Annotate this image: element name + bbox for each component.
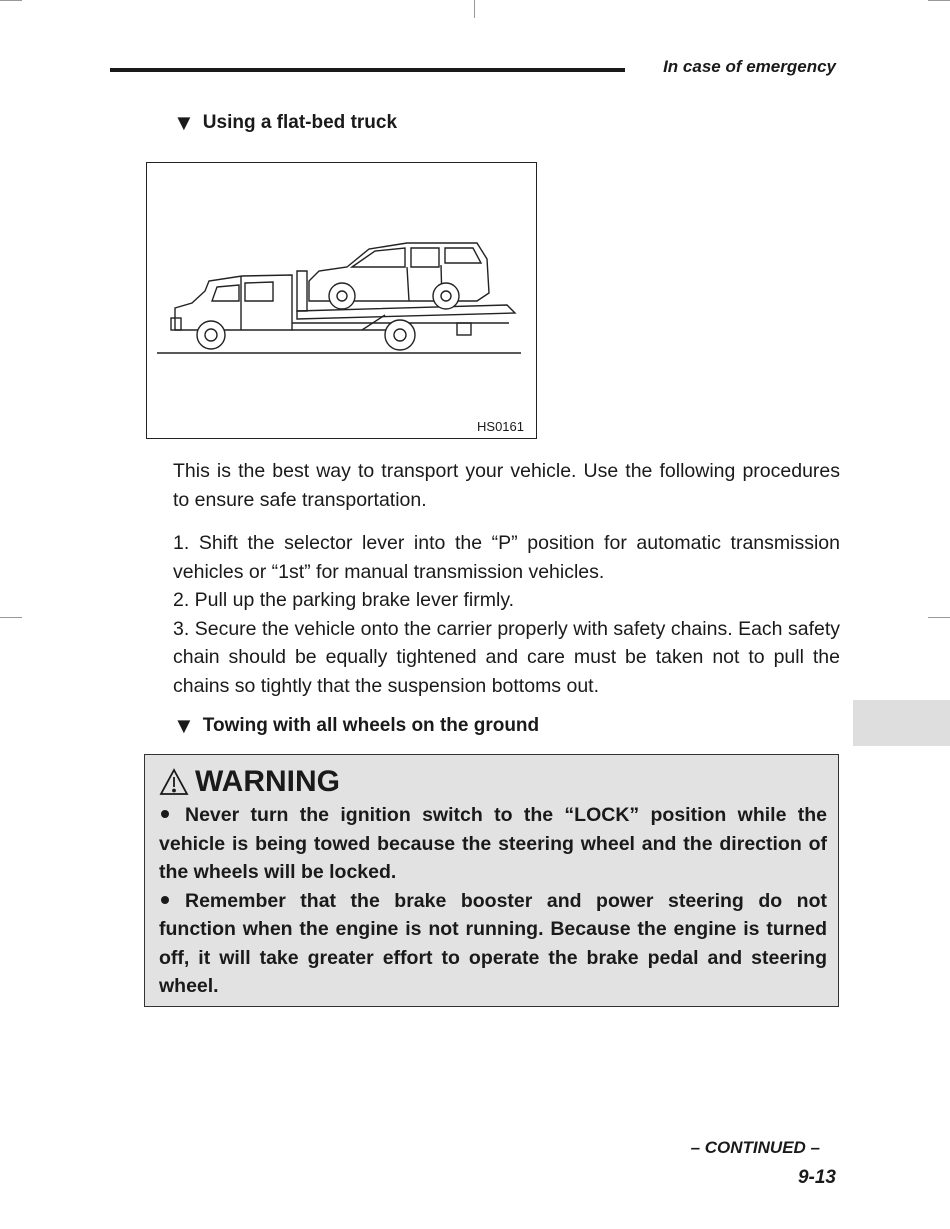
crop-mark-mid-right	[928, 617, 950, 618]
intro-text: This is the best way to transport your vehicle. Use the following procedures to ensure safe transportation.	[173, 460, 840, 511]
continued-label: – CONTINUED –	[690, 1138, 820, 1157]
step-2: 2. Pull up the parking brake lever firmly.	[173, 589, 515, 611]
bullet-icon	[161, 810, 169, 818]
triangle-down-icon: ▼	[173, 713, 195, 738]
intro-paragraph	[173, 457, 840, 514]
warning-title-label: WARNING	[195, 765, 340, 798]
section-heading-towing	[173, 715, 539, 737]
header-rule	[110, 68, 625, 72]
crop-mark-top-center	[474, 0, 475, 18]
warning-list	[159, 801, 827, 1001]
section-heading-flatbed	[173, 112, 397, 134]
warning-item-text: Remember that the brake booster and power steering do not function when the engine is not running. Because the engine is turned off, it will take greater effort to operate the brake pedal and steering wheel.	[159, 889, 827, 997]
warning-box	[144, 754, 839, 1007]
chapter-thumb-tab	[853, 700, 950, 746]
crop-mark-mid-left	[0, 617, 22, 618]
section-heading-towing-label: Towing with all wheels on the ground	[202, 715, 540, 736]
section-heading-flatbed-label: Using a flat-bed truck	[202, 112, 398, 133]
warning-triangle-icon	[159, 768, 189, 796]
warning-item	[159, 801, 827, 887]
warning-title	[159, 765, 340, 799]
warning-item	[159, 887, 827, 1001]
crop-mark-top-left	[0, 0, 22, 1]
bullet-icon	[161, 896, 169, 904]
step-1: 1. Shift the selector lever into the “P” position for automatic transmission vehicles or “1st” for manual transmission vehicles.	[173, 532, 840, 583]
crop-mark-top-right	[928, 0, 950, 1]
step-3: 3. Secure the vehicle onto the carrier properly with safety chains. Each safety chain should be equally tightened and care must be taken not to pull the chains so tightly that the suspension bottoms out.	[173, 617, 840, 697]
header-title: In case of emergency	[663, 57, 836, 76]
triangle-down-icon: ▼	[173, 110, 195, 135]
warning-item-text: Never turn the ignition switch to the “LOCK” position while the vehicle is being towed because the steering wheel and the direction of the wheels will be locked.	[159, 804, 827, 883]
flatbed-truck-illustration	[147, 163, 536, 438]
page-number: 9-13	[797, 1167, 836, 1188]
procedure-steps	[173, 529, 840, 700]
figure-flatbed-truck	[146, 162, 537, 439]
figure-code: HS0161	[477, 419, 524, 434]
